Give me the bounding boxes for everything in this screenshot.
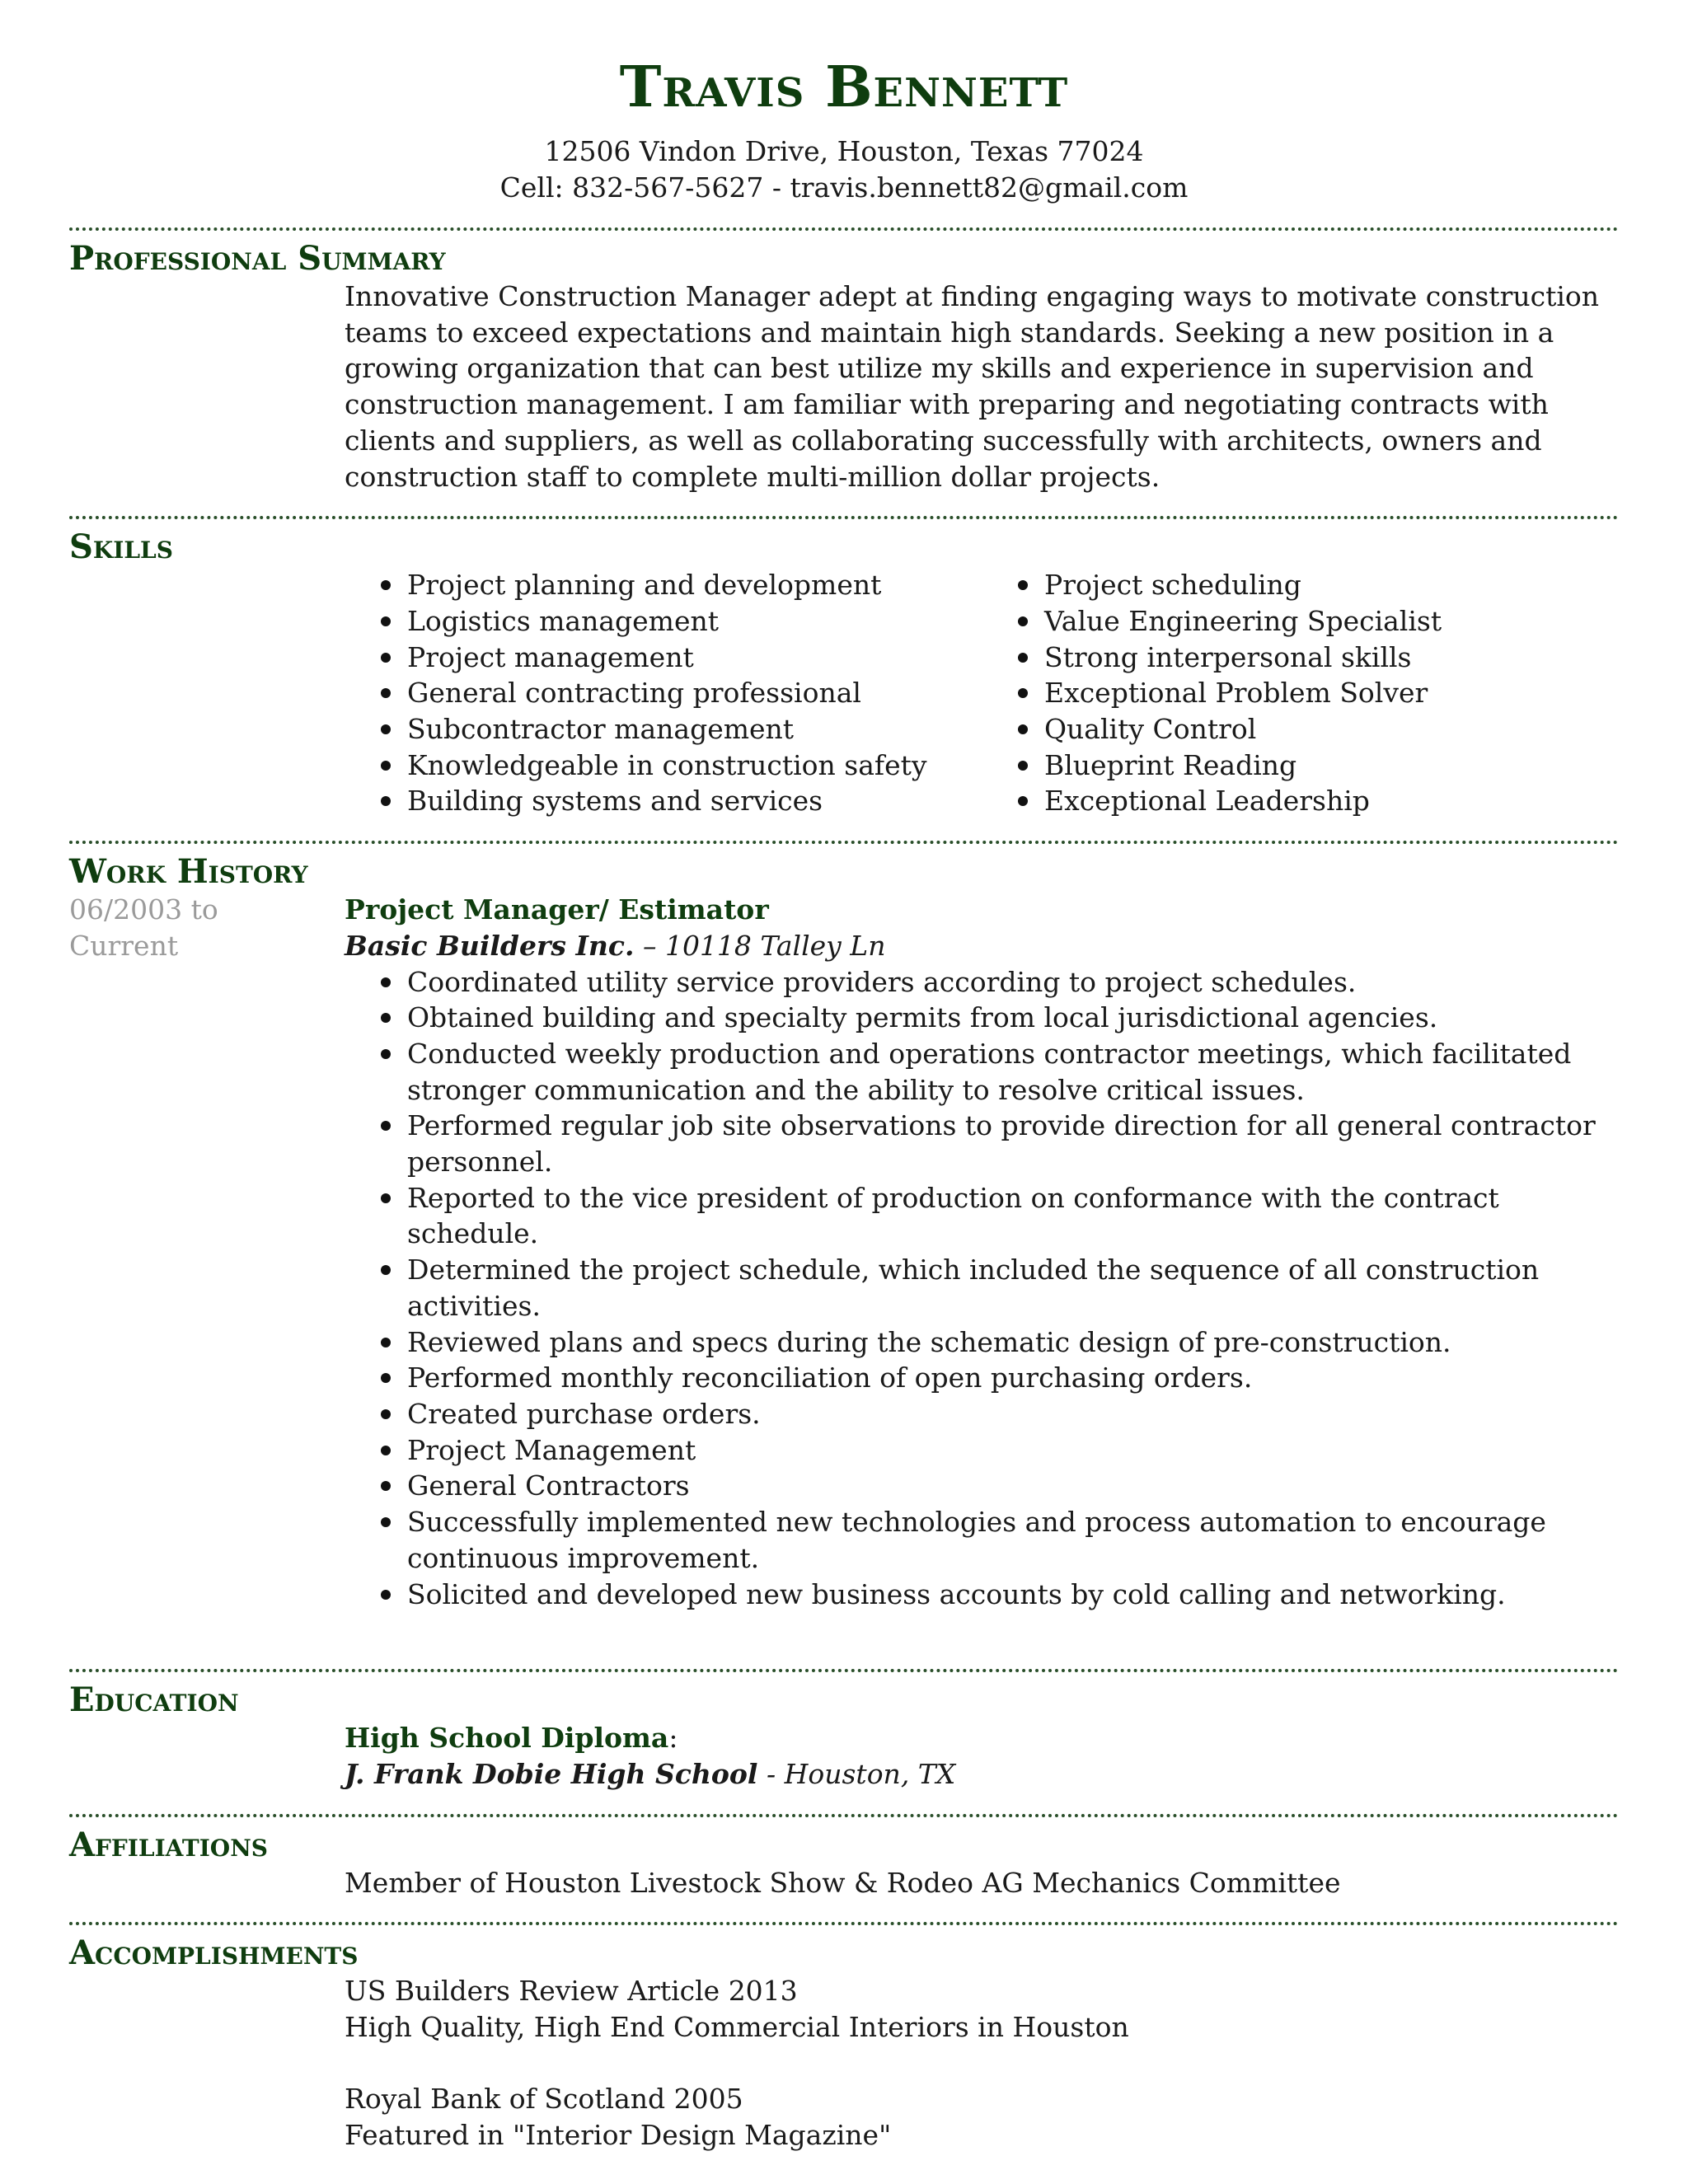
skill-item: Project scheduling xyxy=(982,567,1619,603)
spacer xyxy=(345,2046,1619,2082)
section-divider xyxy=(69,1922,1619,1925)
section-divider xyxy=(69,227,1619,231)
skills-left-list xyxy=(345,567,982,819)
accomplishment-line: Royal Bank of Scotland 2005 xyxy=(345,2083,743,2116)
section-divider xyxy=(69,1814,1619,1817)
address-line: 12506 Vindon Drive, Houston, Texas 77024 xyxy=(544,135,1144,167)
education-colon: : xyxy=(668,1722,678,1755)
job-duty: Project Management xyxy=(345,1432,1619,1469)
education-section xyxy=(69,1680,1619,1792)
job-duties-list xyxy=(345,964,1619,1613)
education-school: J. Frank Dobie High School xyxy=(345,1757,758,1790)
summary-text: Innovative Construction Manager adept at finding engaging ways to motivate construction teams to exceed expectations and maintain high standards. Seeking a new position in a growing organization that can best utilize my skills and experience in supervision and construction management. I am familiar with preparing and negotiating contracts with clients and suppliers, as well as collaborating successfully with architects, owners and construction staff to complete multi-million dollar projects. xyxy=(345,280,1600,493)
accomplishment-line: High Quality, High End Commercial Interiors in Houston xyxy=(345,2011,1129,2044)
accomplishment-line: Featured in "Interior Design Magazine" xyxy=(345,2119,892,2152)
accomplishments-title: Accomplishments xyxy=(69,1933,359,1973)
contact-line: Cell: 832-567-5627 - travis.bennett82@gmail.com xyxy=(499,171,1189,204)
skill-item: Building systems and services xyxy=(345,783,982,819)
skill-item: Project management xyxy=(345,640,982,676)
skill-item: Project planning and development xyxy=(345,567,982,603)
job-duty: Performed monthly reconciliation of open purchasing orders. xyxy=(345,1360,1619,1396)
skills-section xyxy=(69,527,1619,819)
skill-item: Logistics management xyxy=(345,603,982,640)
skill-item: Subcontractor management xyxy=(345,711,982,748)
job-duty: Reported to the vice president of production on conformance with the contract schedule. xyxy=(345,1180,1619,1252)
skill-item: Strong interpersonal skills xyxy=(982,640,1619,676)
job-entry xyxy=(69,892,1619,1612)
affiliations-section xyxy=(69,1825,1619,1901)
skill-item: Exceptional Leadership xyxy=(982,783,1619,819)
job-duty: Conducted weekly production and operations contractor meetings, which facilitated stronger communication and the ability to resolve critical issues. xyxy=(345,1036,1619,1108)
job-duty: Successfully implemented new technologies and process automation to encourage continuous improvement. xyxy=(345,1504,1619,1576)
skill-item: Value Engineering Specialist xyxy=(982,603,1619,640)
summary-section xyxy=(69,239,1619,494)
job-duty: Coordinated utility service providers according to project schedules. xyxy=(345,964,1619,1001)
company-name: Basic Builders Inc. xyxy=(345,929,635,962)
skill-item: Knowledgeable in construction safety xyxy=(345,748,982,784)
skill-item: Blueprint Reading xyxy=(982,748,1619,784)
education-title: Education xyxy=(69,1680,239,1720)
section-divider xyxy=(69,841,1619,844)
skills-title: Skills xyxy=(69,527,173,567)
job-duty: Determined the project schedule, which included the sequence of all construction activities. xyxy=(345,1252,1619,1324)
job-duty: Performed regular job site observations to provide direction for all general contractor personnel. xyxy=(345,1108,1619,1179)
accomplishments-section xyxy=(69,1933,1619,2154)
job-duty: Solicited and developed new business accounts by cold calling and networking. xyxy=(345,1577,1619,1613)
job-duty: Reviewed plans and specs during the schematic design of pre-construction. xyxy=(345,1324,1619,1361)
skill-item: Exceptional Problem Solver xyxy=(982,675,1619,711)
resume-header xyxy=(69,49,1619,206)
job-duty: General Contractors xyxy=(345,1468,1619,1504)
company-line xyxy=(345,928,1619,964)
section-divider xyxy=(69,516,1619,519)
affiliations-title: Affiliations xyxy=(69,1825,269,1864)
education-location: - Houston, TX xyxy=(757,1757,956,1790)
affiliation-item: Member of Houston Livestock Show & Rodeo AG Mechanics Committee xyxy=(345,1866,1341,1899)
candidate-name: Travis Bennett xyxy=(619,54,1069,120)
job-duty: Obtained building and specialty permits from local jurisdictional agencies. xyxy=(345,1000,1619,1036)
section-divider xyxy=(69,1669,1619,1672)
skills-right-list xyxy=(982,567,1619,819)
education-degree-line xyxy=(345,1720,1619,1756)
work-title: Work History xyxy=(69,852,308,892)
skill-item: Quality Control xyxy=(982,711,1619,748)
job-dates: 06/2003 to Current xyxy=(69,893,218,962)
education-degree: High School Diploma xyxy=(345,1722,669,1755)
education-school-line xyxy=(345,1756,1619,1793)
skill-item: General contracting professional xyxy=(345,675,982,711)
summary-title: Professional Summary xyxy=(69,239,446,278)
job-duty: Created purchase orders. xyxy=(345,1396,1619,1432)
job-title: Project Manager/ Estimator xyxy=(345,893,769,926)
accomplishment-line: US Builders Review Article 2013 xyxy=(345,1975,798,2008)
work-section xyxy=(69,852,1619,1647)
company-location: – 10118 Talley Ln xyxy=(634,929,886,962)
